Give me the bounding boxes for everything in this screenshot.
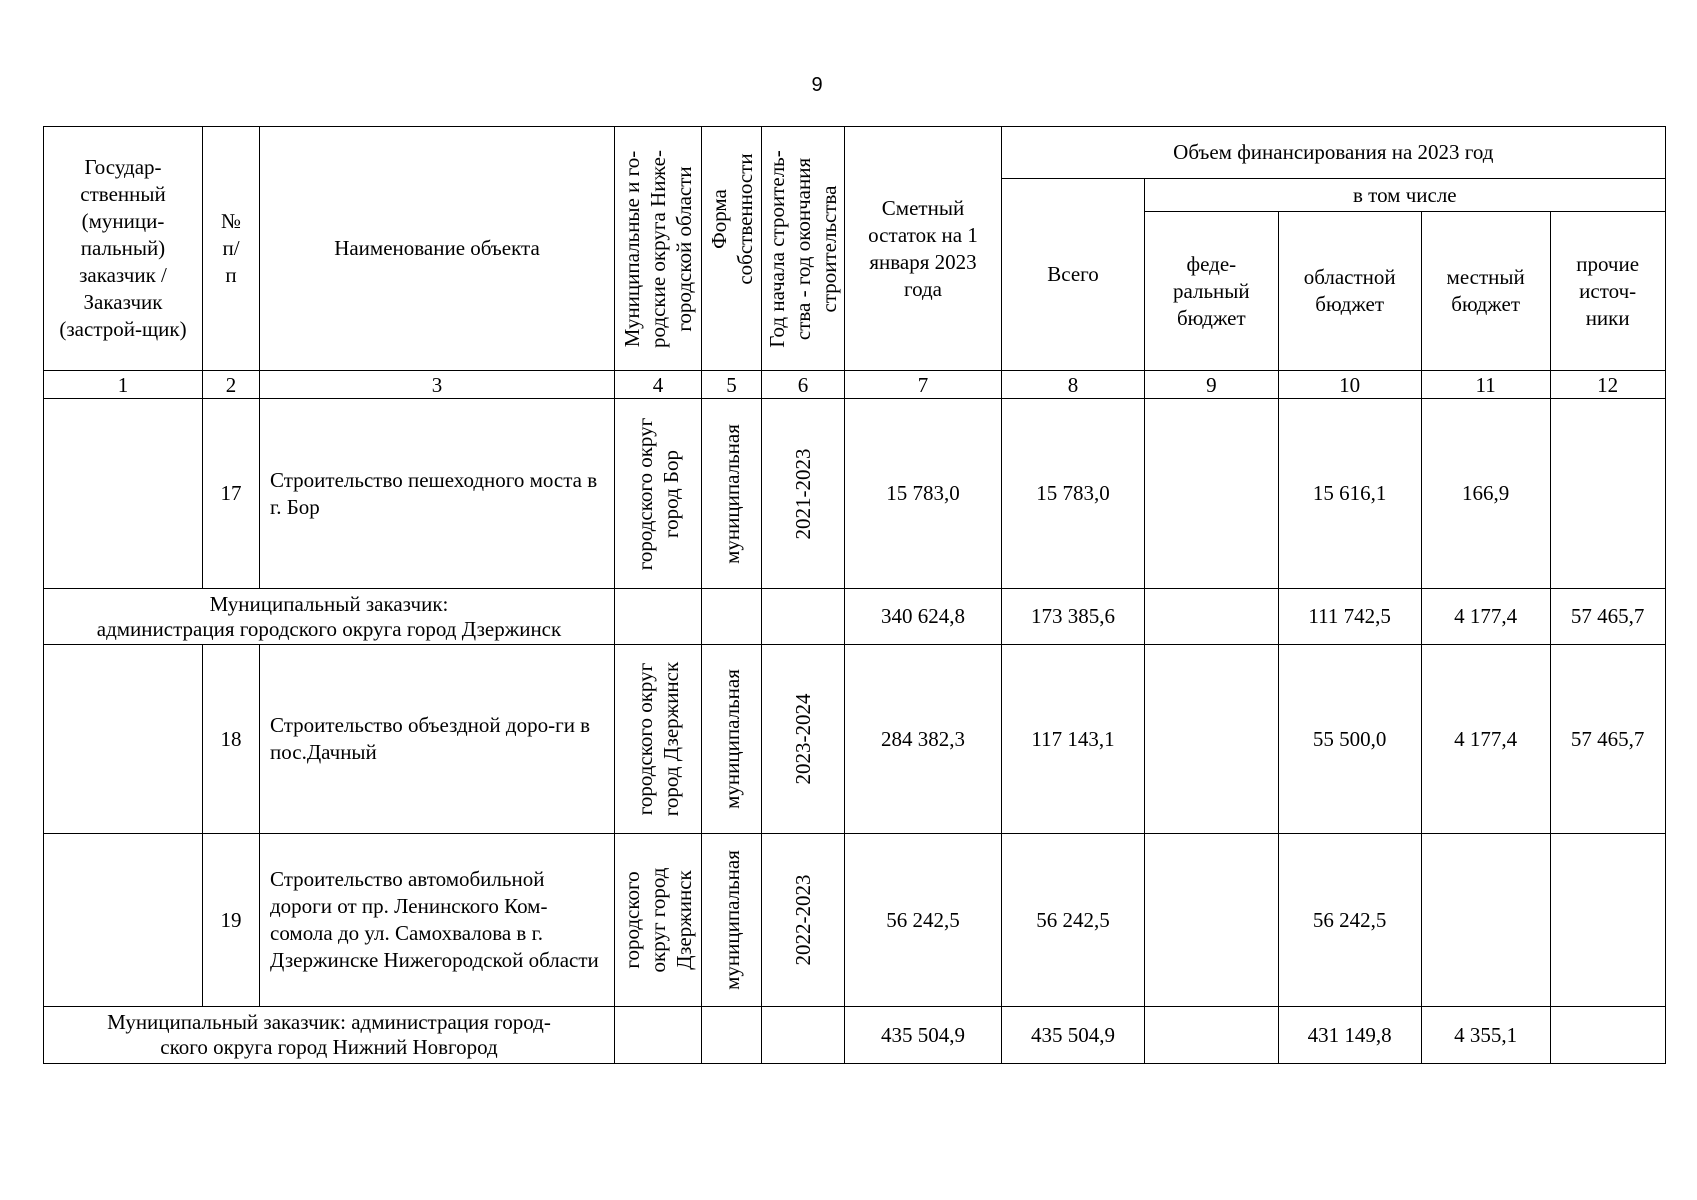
table-row — [44, 645, 1666, 834]
cell-total: 435 504,9 — [1002, 1007, 1145, 1064]
cell-federal — [1145, 399, 1279, 589]
column-number: 3 — [260, 371, 615, 399]
column-number: 9 — [1145, 371, 1279, 399]
cell-estimate: 340 624,8 — [845, 589, 1002, 645]
header-customer: Государ-ственный (муници-пальный) заказчик / Заказчик (застрой-щик) — [44, 127, 203, 371]
header-municipality-line3: городской области — [672, 165, 696, 332]
cell-ownership — [702, 589, 762, 645]
header-regional: областной бюджет — [1278, 212, 1421, 371]
column-number: 2 — [203, 371, 260, 399]
cell-total: 117 143,1 — [1002, 645, 1145, 834]
cell-municipality-line3: Дзержинск — [672, 870, 696, 970]
subtotal-label-line1: Муниципальный заказчик: — [209, 591, 449, 616]
column-number: 7 — [845, 371, 1002, 399]
cell-other: 57 465,7 — [1550, 589, 1665, 645]
header-ownership-line2: собственности — [732, 153, 757, 286]
cell-ownership-text: муниципальная — [719, 669, 744, 809]
cell-municipality-line1: городского округ — [633, 662, 657, 816]
cell-ownership — [702, 834, 762, 1007]
header-ownership — [702, 127, 762, 371]
cell-municipality — [615, 834, 702, 1007]
cell-object-name: Строительство автомобильной дороги от пр. Ленинского Ком-сомола до ул. Самохвалова в г. Дзержинске Нижегородской области — [260, 834, 615, 1007]
cell-years-text: 2021-2023 — [791, 448, 815, 539]
cell-federal — [1145, 834, 1279, 1007]
cell-municipality — [615, 589, 702, 645]
header-ownership-line1: Форма — [706, 189, 731, 250]
cell-customer — [44, 645, 203, 834]
cell-federal — [1145, 589, 1279, 645]
cell-local — [1421, 834, 1550, 1007]
cell-years — [762, 834, 845, 1007]
subtotal-label-line1: Муниципальный заказчик: администрация город- — [107, 1010, 551, 1034]
header-years-line2: ства - год окончания — [791, 157, 815, 340]
subtotal-label-line2: ского округа город Нижний Новгород — [160, 1035, 498, 1059]
cell-municipality-line2: город Дзержинск — [659, 661, 683, 817]
cell-local: 4 355,1 — [1421, 1007, 1550, 1064]
cell-years-text: 2023-2024 — [791, 693, 815, 785]
cell-ownership-text: муниципальная — [719, 850, 744, 990]
cell-total: 56 242,5 — [1002, 834, 1145, 1007]
column-number: 12 — [1550, 371, 1665, 399]
column-number: 5 — [702, 371, 762, 399]
cell-regional: 431 149,8 — [1278, 1007, 1421, 1064]
column-number: 4 — [615, 371, 702, 399]
cell-num: 19 — [203, 834, 260, 1007]
header-funding: Объем финансирования на 2023 год — [1002, 127, 1666, 179]
header-local: местный бюджет — [1421, 212, 1550, 371]
header-total: Всего — [1002, 179, 1145, 371]
cell-estimate: 284 382,3 — [845, 645, 1002, 834]
cell-num: 18 — [203, 645, 260, 834]
subtotal-label — [44, 1007, 615, 1064]
header-municipality-line1: Муниципальные и го- — [620, 150, 644, 347]
cell-regional: 111 742,5 — [1278, 589, 1421, 645]
table-row — [44, 834, 1666, 1007]
cell-total: 173 385,6 — [1002, 589, 1145, 645]
cell-regional: 15 616,1 — [1278, 399, 1421, 589]
cell-ownership — [702, 1007, 762, 1064]
cell-years — [762, 399, 845, 589]
column-number: 1 — [44, 371, 203, 399]
cell-federal — [1145, 645, 1279, 834]
subtotal-row — [44, 1007, 1666, 1064]
cell-regional: 55 500,0 — [1278, 645, 1421, 834]
header-estimate: Сметный остаток на 1 января 2023 года — [845, 127, 1002, 371]
cell-municipality — [615, 1007, 702, 1064]
header-including: в том числе — [1145, 179, 1666, 212]
cell-years-text: 2022-2023 — [791, 874, 815, 966]
cell-local: 166,9 — [1421, 399, 1550, 589]
cell-ownership — [702, 645, 762, 834]
column-number: 6 — [762, 371, 845, 399]
page-number: 9 — [811, 74, 823, 96]
header-other: прочие источ-ники — [1550, 212, 1665, 371]
header-years-line1: Год начала строитель- — [765, 149, 789, 348]
header-num: № п/п — [203, 127, 260, 371]
cell-object-name: Строительство объездной доро-ги в пос.Дачный — [260, 645, 615, 834]
cell-estimate: 56 242,5 — [845, 834, 1002, 1007]
cell-other — [1550, 399, 1665, 589]
cell-years — [762, 645, 845, 834]
cell-other — [1550, 834, 1665, 1007]
column-number: 8 — [1002, 371, 1145, 399]
cell-regional: 56 242,5 — [1278, 834, 1421, 1007]
table-row — [44, 399, 1666, 589]
subtotal-row — [44, 589, 1666, 645]
cell-customer — [44, 399, 203, 589]
header-object-name: Наименование объекта — [260, 127, 615, 371]
cell-municipality-line1: городского — [620, 871, 644, 969]
cell-federal — [1145, 1007, 1279, 1064]
subtotal-label-line2: администрация городского округа город Дзержинск — [96, 616, 562, 641]
cell-local: 4 177,4 — [1421, 645, 1550, 834]
cell-municipality-line2: город Бор — [659, 449, 683, 538]
cell-municipality-line1: городского округ — [633, 417, 657, 570]
cell-other: 57 465,7 — [1550, 645, 1665, 834]
subtotal-label — [44, 589, 615, 645]
cell-other — [1550, 1007, 1665, 1064]
cell-ownership-text: муниципальная — [719, 423, 744, 564]
header-municipality-line2: родские округа Ниже- — [646, 149, 670, 348]
header-federal: феде-ральный бюджет — [1145, 212, 1279, 371]
column-number: 11 — [1421, 371, 1550, 399]
cell-municipality — [615, 645, 702, 834]
cell-customer — [44, 834, 203, 1007]
header-years-line3: строительства — [817, 184, 841, 313]
cell-num: 17 — [203, 399, 260, 589]
cell-years — [762, 589, 845, 645]
cell-estimate: 15 783,0 — [845, 399, 1002, 589]
cell-object-name: Строительство пешеходного моста в г. Бор — [260, 399, 615, 589]
cell-municipality — [615, 399, 702, 589]
header-years — [762, 127, 845, 371]
cell-total: 15 783,0 — [1002, 399, 1145, 589]
cell-ownership — [702, 399, 762, 589]
cell-local: 4 177,4 — [1421, 589, 1550, 645]
cell-estimate: 435 504,9 — [845, 1007, 1002, 1064]
cell-years — [762, 1007, 845, 1064]
header-municipality — [615, 127, 702, 371]
column-number: 10 — [1278, 371, 1421, 399]
cell-municipality-line2: округ город — [646, 867, 670, 973]
funding-table — [43, 126, 1666, 1064]
